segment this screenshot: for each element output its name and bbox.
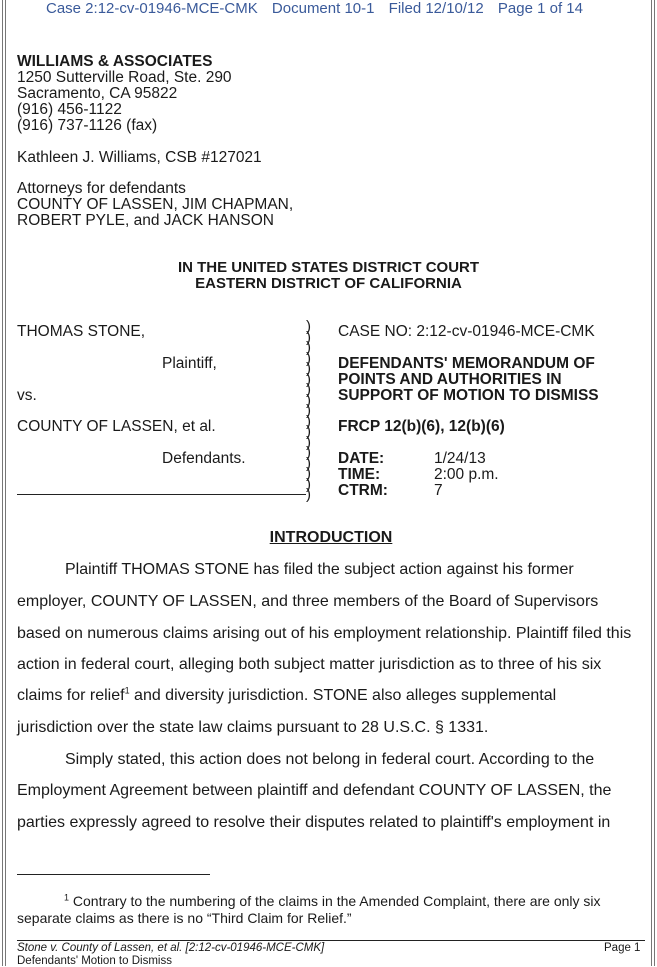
firm-fax: (916) 737-1126 (fax) xyxy=(17,117,158,134)
hearing-date-label: DATE: xyxy=(338,450,385,467)
stamp-case-number: Case 2:12-cv-01946-MCE-CMK xyxy=(46,0,258,17)
footer-page-number: Page 1 xyxy=(604,942,641,954)
body-line: jurisdiction over the state law claims pursuant to 28 U.S.C. § 1331. xyxy=(17,719,489,736)
stamp-document-number: Document 10-1 xyxy=(271,0,375,17)
introduction-heading: INTRODUCTION xyxy=(269,529,393,546)
footnote-text: Contrary to the numbering of the claims in the Amended Complaint, there are only six xyxy=(69,893,601,909)
right-margin-line xyxy=(654,0,655,966)
ecf-header-stamp xyxy=(46,0,593,17)
frcp-reference: FRCP 12(b)(6), 12(b)(6) xyxy=(338,418,505,435)
body-line: based on numerous claims arising out of his employment relationship. Plaintiff filed this xyxy=(17,625,632,642)
body-line: Simply stated, this action does not belong in federal court. According to the xyxy=(65,751,595,768)
body-line: Employment Agreement between plaintiff and defendant COUNTY OF LASSEN, the xyxy=(17,782,612,799)
footnote-line1 xyxy=(64,893,601,910)
body-line: employer, COUNTY OF LASSEN, and three members of the Board of Supervisors xyxy=(17,593,599,610)
hearing-date-value: 1/24/13 xyxy=(434,450,486,467)
footer-case-title: Stone v. County of Lassen, et al. xyxy=(17,942,183,954)
defendant-name: COUNTY OF LASSEN, et al. xyxy=(17,418,216,435)
right-margin-line-inner xyxy=(651,0,652,966)
firm-phone: (916) 456-1122 xyxy=(17,101,122,118)
body-text-segment: claims for relief xyxy=(17,687,125,704)
footnote-reference[interactable]: 1 xyxy=(124,685,130,696)
defendant-role: Defendants. xyxy=(162,450,246,467)
document-title-line3: SUPPORT OF MOTION TO DISMISS xyxy=(338,387,599,404)
footnote-separator xyxy=(17,874,210,875)
hearing-time-value: 2:00 p.m. xyxy=(434,466,499,483)
left-margin-line xyxy=(2,0,3,966)
body-line-with-footnote xyxy=(17,687,556,705)
body-line: parties expressly agreed to resolve their disputes related to plaintiff's employment in xyxy=(17,814,611,831)
body-text-segment: and diversity jurisdiction. STONE also alleges supplemental xyxy=(129,687,557,704)
footer-rule xyxy=(17,940,645,941)
court-name: IN THE UNITED STATES DISTRICT COURT xyxy=(177,259,480,276)
attorneys-for-label: Attorneys for defendants xyxy=(17,180,186,197)
courtroom-value: 7 xyxy=(434,482,443,499)
plaintiff-name: THOMAS STONE, xyxy=(17,323,146,340)
firm-address-line2: Sacramento, CA 95822 xyxy=(17,85,178,102)
footer-case-number: [2:12-cv-01946-MCE-CMK] xyxy=(182,942,325,954)
defendants-list-line2: ROBERT PYLE, and JACK HANSON xyxy=(17,212,274,229)
versus-label: vs. xyxy=(17,387,37,404)
stamp-filed-date: Filed 12/10/12 xyxy=(388,0,484,17)
defendants-list-line1: COUNTY OF LASSEN, JIM CHAPMAN, xyxy=(17,196,294,213)
footnote-number: 1 xyxy=(64,892,70,903)
left-margin-line-inner xyxy=(5,0,6,966)
document-title-line1: DEFENDANTS' MEMORANDUM OF xyxy=(338,355,595,372)
footer-document-name: Defendants' Motion to Dismiss xyxy=(17,955,172,967)
caption-rule xyxy=(17,494,306,495)
document-title-line2: POINTS AND AUTHORITIES IN xyxy=(338,371,562,388)
case-number: CASE NO: 2:12-cv-01946-MCE-CMK xyxy=(338,323,595,340)
firm-name: WILLIAMS & ASSOCIATES xyxy=(17,53,213,70)
court-district: EASTERN DISTRICT OF CALIFORNIA xyxy=(195,275,462,292)
hearing-time-label: TIME: xyxy=(338,466,381,483)
footer-case-caption xyxy=(17,942,324,954)
firm-address-line1: 1250 Sutterville Road, Ste. 290 xyxy=(17,69,232,86)
body-line: Plaintiff THOMAS STONE has filed the subject action against his former xyxy=(65,561,574,578)
plaintiff-role: Plaintiff, xyxy=(162,355,217,372)
attorney-name: Kathleen J. Williams, CSB #127021 xyxy=(17,149,262,166)
footnote-line2: separate claims as there is no “Third Claim for Relief.” xyxy=(17,910,352,926)
stamp-page-count: Page 1 of 14 xyxy=(497,0,583,17)
courtroom-label: CTRM: xyxy=(338,482,388,499)
caption-parentheses: ) ) ) ) ) ) ) ) ) ) ) ) ) ) ) ) ) xyxy=(306,318,311,503)
body-line: action in federal court, alleging both subject matter jurisdiction as to three of his six xyxy=(17,656,602,673)
